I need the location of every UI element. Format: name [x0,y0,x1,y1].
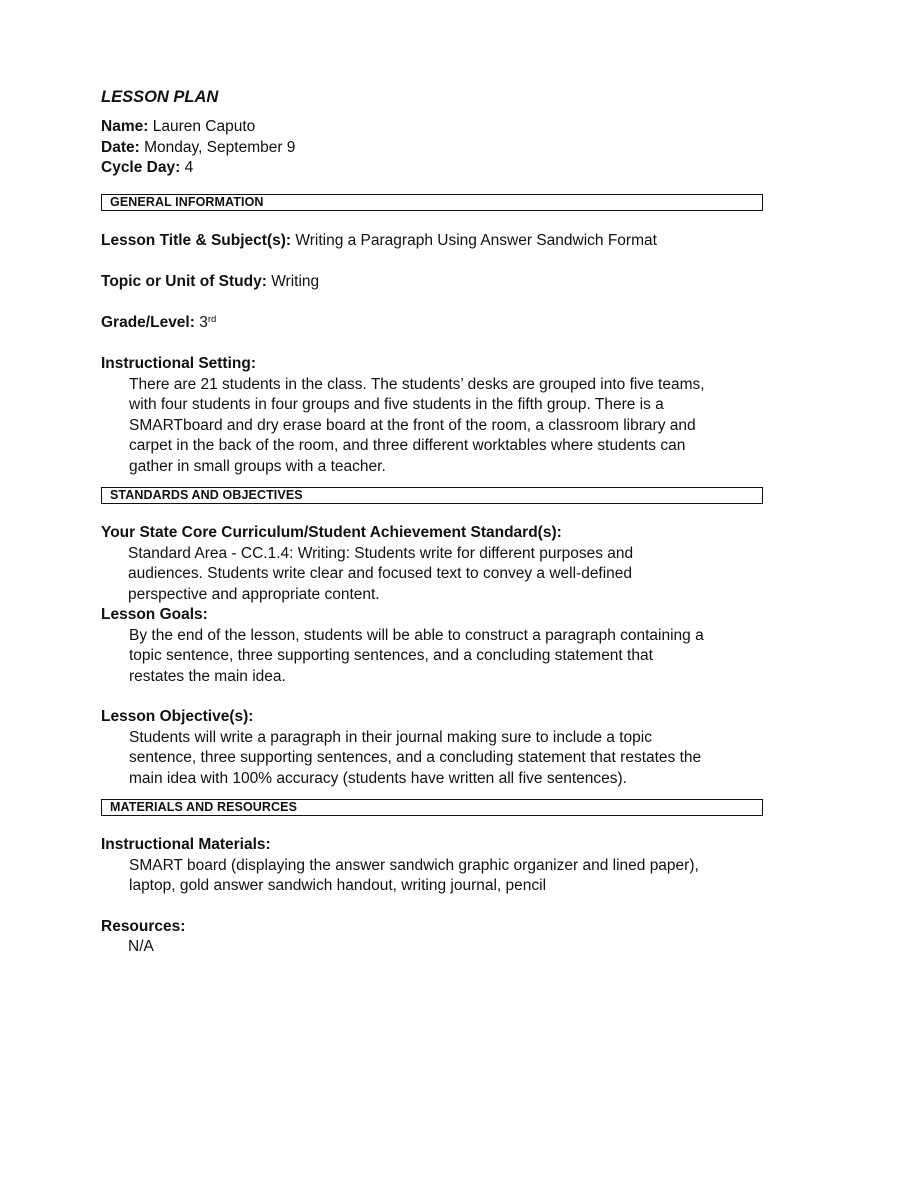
standards-label: Your State Core Curriculum/Student Achievement Standard(s): [101,524,562,541]
setting-line: carpet in the back of the room, and three different worktables where students can [129,437,686,454]
materials-line: SMART board (displaying the answer sandwich graphic organizer and lined paper), [129,856,699,874]
name-label: Name: [101,118,149,135]
grade-level-value: 3 [199,313,208,331]
setting-line: gather in small groups with a teacher. [129,457,386,475]
lesson-title-value: Writing a Paragraph Using Answer Sandwich Format [295,231,657,249]
materials-line: laptop, gold answer sandwich handout, writing journal, pencil [129,877,547,894]
cycle-day-line [101,158,801,179]
cycle-day-label: Cycle Day: [101,159,181,176]
topic-label: Topic or Unit of Study: [101,273,267,290]
cycle-day-value: 4 [184,159,194,176]
instructional-materials-text [101,856,809,897]
document-title: LESSON PLAN [101,88,219,106]
lesson-title-line [101,231,801,252]
grade-level-line [101,313,801,334]
objectives-line: sentence, three supporting sentences, and a concluding statement that restates the [129,749,702,766]
instructional-materials-label: Instructional Materials: [101,836,271,853]
objectives-line: main idea with 100% accuracy (students have written all five sentences). [129,769,627,787]
date-label: Date: [101,138,140,156]
date-line [101,138,801,159]
lesson-goals-label: Lesson Goals: [101,606,208,623]
lesson-goals-text [101,626,809,688]
section-header-standards: STANDARDS AND OBJECTIVES [101,487,763,504]
standards-line: perspective and appropriate content. [128,585,380,603]
section-header-general: GENERAL INFORMATION [101,194,763,211]
name-line [101,117,801,138]
setting-line: with four students in four groups and five students in the fifth group. There is a [129,396,664,413]
lesson-title-label: Lesson Title & Subject(s): [101,231,292,249]
goals-line: topic sentence, three supporting sentences, and a concluding statement that [129,647,653,664]
setting-line: There are 21 students in the class. The students’ desks are grouped into five teams, [129,375,705,393]
lesson-plan-document [101,86,801,958]
objectives-line: Students will write a paragraph in their journal making sure to include a topic [129,728,652,746]
standards-text [101,544,798,606]
standards-line: audiences. Students write clear and focused text to convey a well-defined [128,565,633,582]
topic-line [101,272,801,293]
topic-value: Writing [271,273,320,290]
lesson-objectives-text [101,728,809,790]
resources-label: Resources: [101,917,186,935]
goals-line: restates the main idea. [129,667,286,685]
name-value: Lauren Caputo [152,118,256,135]
grade-level-label: Grade/Level: [101,313,195,331]
instructional-setting-label: Instructional Setting: [101,355,256,372]
standards-line: Standard Area - CC.1.4: Writing: Students write for different purposes and [128,544,634,562]
lesson-objectives-label: Lesson Objective(s): [101,708,254,725]
resources-value: N/A [128,938,154,955]
goals-line: By the end of the lesson, students will be able to construct a paragraph containing a [129,626,704,644]
date-value: Monday, September 9 [144,138,296,156]
grade-level-suffix: rd [207,313,217,325]
instructional-setting-text [101,375,809,478]
setting-line: SMARTboard and dry erase board at the front of the room, a classroom library and [129,416,696,434]
section-header-materials: MATERIALS AND RESOURCES [101,799,763,816]
